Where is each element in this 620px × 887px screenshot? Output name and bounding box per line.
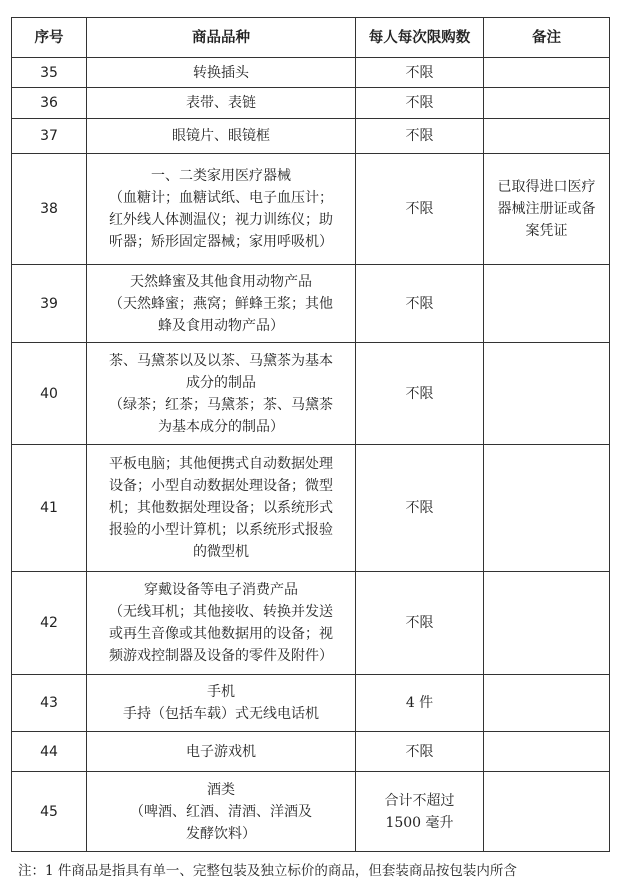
purchase-limit-cell-line: 不限 bbox=[405, 295, 434, 312]
purchase-limit-cell bbox=[356, 119, 484, 154]
purchase-limit-cell-line: 不限 bbox=[405, 201, 434, 217]
product-type-cell-line: 设备；小型自动数据处理设备；微型 bbox=[109, 478, 333, 494]
table-row bbox=[12, 88, 610, 119]
purchase-limit-cell-line: 不限 bbox=[405, 500, 434, 516]
product-type-cell-line: 蜂及食用动物产品） bbox=[158, 317, 284, 334]
product-type-cell-line: 茶、马黛茶以及以茶、马黛茶为基本 bbox=[109, 352, 333, 369]
product-type-cell-line: （啤酒、红酒、清酒、洋酒及 bbox=[130, 803, 312, 820]
product-type-cell-line: 机；其他数据处理设备；以系统形式 bbox=[109, 500, 333, 516]
purchase-limit-cell-line: 4 件 bbox=[405, 695, 434, 711]
purchase-limit-cell bbox=[356, 445, 484, 572]
product-type-cell-line: 手持（包括车载）式无线电话机 bbox=[123, 706, 319, 722]
table-row bbox=[12, 772, 610, 852]
header-serial-no: 序号 bbox=[12, 18, 87, 58]
remark-cell bbox=[484, 572, 610, 675]
product-type-cell-line: 发酵饮料） bbox=[186, 825, 256, 842]
product-type-cell-line: 眼镜片、眼镜框 bbox=[172, 128, 270, 144]
serial-no-cell: 41 bbox=[12, 445, 87, 572]
purchase-limit-cell bbox=[356, 58, 484, 88]
product-type-cell-line: 一、二类家用医疗器械 bbox=[151, 168, 291, 184]
purchase-limit-cell bbox=[356, 572, 484, 675]
product-type-cell bbox=[87, 732, 356, 772]
purchase-limit-cell-line: 不限 bbox=[405, 743, 434, 760]
product-type-cell bbox=[87, 572, 356, 675]
remark-cell bbox=[484, 265, 610, 343]
header-product-type: 商品品种 bbox=[87, 18, 356, 58]
product-type-cell-line: 平板电脑；其他便携式自动数据处理 bbox=[109, 456, 333, 472]
remark-cell bbox=[484, 732, 610, 772]
remark-cell bbox=[484, 343, 610, 445]
serial-no-cell: 39 bbox=[12, 265, 87, 343]
product-type-cell-line: 频游戏控制器及设备的零件及附件） bbox=[109, 648, 333, 664]
table-row bbox=[12, 445, 610, 572]
purchase-limit-cell bbox=[356, 675, 484, 732]
product-type-cell-line: （天然蜂蜜；燕窝；鲜蜂王浆；其他 bbox=[109, 295, 333, 312]
purchase-limit-cell-line: 1500 毫升 bbox=[385, 814, 454, 831]
product-type-cell bbox=[87, 119, 356, 154]
remark-cell bbox=[484, 445, 610, 572]
product-type-cell-line: 报验的小型计算机；以系统形式报验 bbox=[109, 522, 333, 538]
product-type-cell-line: 红外线人体测温仪；视力训练仪；助 bbox=[109, 212, 333, 228]
footnote-text: 注：1 件商品是指具有单一、完整包装及独立标价的商品，但套装商品按包装内所含 bbox=[18, 863, 517, 879]
purchase-limit-cell bbox=[356, 772, 484, 852]
purchase-limit-cell-line: 不限 bbox=[405, 95, 434, 111]
remark-cell-line: 已取得进口医疗 bbox=[497, 179, 596, 195]
remark-cell bbox=[484, 119, 610, 154]
table-row bbox=[12, 58, 610, 88]
product-type-cell-line: 穿戴设备等电子消费产品 bbox=[144, 582, 298, 598]
product-type-cell bbox=[87, 154, 356, 265]
serial-no-cell: 37 bbox=[12, 119, 87, 154]
header-purchase-limit: 每人每次限购数 bbox=[356, 18, 484, 58]
purchase-limit-cell-line: 不限 bbox=[405, 128, 434, 144]
serial-no-cell: 38 bbox=[12, 154, 87, 265]
serial-no-cell: 40 bbox=[12, 343, 87, 445]
purchase-limit-cell-line: 合计不超过 bbox=[384, 792, 455, 809]
purchase-limit-cell bbox=[356, 265, 484, 343]
product-type-cell bbox=[87, 88, 356, 119]
product-type-cell bbox=[87, 675, 356, 732]
product-type-cell-line: 为基本成分的制品） bbox=[158, 418, 284, 435]
table-header-row bbox=[12, 18, 610, 58]
product-type-cell bbox=[87, 58, 356, 88]
serial-no-cell: 45 bbox=[12, 772, 87, 852]
serial-no-cell: 36 bbox=[12, 88, 87, 119]
product-type-cell-line: （血糖计；血糖试纸、电子血压计； bbox=[109, 190, 333, 206]
table-body bbox=[12, 58, 610, 852]
product-type-cell bbox=[87, 772, 356, 852]
table-row bbox=[12, 154, 610, 265]
serial-no-cell: 43 bbox=[12, 675, 87, 732]
product-type-cell-line: 的微型机 bbox=[193, 544, 249, 560]
purchase-limit-cell-line: 不限 bbox=[405, 385, 434, 402]
remark-cell bbox=[484, 772, 610, 852]
remark-cell bbox=[484, 58, 610, 88]
product-type-cell-line: 或再生音像或其他数据用的设备；视 bbox=[109, 626, 333, 642]
product-type-cell-line: （绿茶；红茶；马黛茶；茶、马黛茶 bbox=[109, 396, 333, 413]
table-row bbox=[12, 675, 610, 732]
table-row bbox=[12, 265, 610, 343]
remark-cell bbox=[484, 88, 610, 119]
product-type-cell bbox=[87, 343, 356, 445]
remark-cell-line: 案凭证 bbox=[525, 223, 568, 239]
product-type-cell bbox=[87, 265, 356, 343]
purchase-limit-cell bbox=[356, 732, 484, 772]
product-type-cell-line: 电子游戏机 bbox=[186, 743, 256, 760]
serial-no-cell: 44 bbox=[12, 732, 87, 772]
product-type-cell-line: 转换插头 bbox=[193, 64, 249, 81]
table-row bbox=[12, 572, 610, 675]
goods-limit-table bbox=[11, 17, 610, 852]
purchase-limit-cell bbox=[356, 343, 484, 445]
remark-cell bbox=[484, 675, 610, 732]
product-type-cell-line: 酒类 bbox=[207, 781, 235, 798]
purchase-limit-cell bbox=[356, 154, 484, 265]
table-row bbox=[12, 732, 610, 772]
header-remark: 备注 bbox=[484, 18, 610, 58]
purchase-limit-cell-line: 不限 bbox=[405, 615, 434, 631]
product-type-cell-line: 听器；矫形固定器械；家用呼吸机） bbox=[109, 234, 333, 250]
table-row bbox=[12, 119, 610, 154]
remark-cell-line: 器械注册证或备 bbox=[497, 201, 596, 217]
product-type-cell bbox=[87, 445, 356, 572]
serial-no-cell: 35 bbox=[12, 58, 87, 88]
serial-no-cell: 42 bbox=[12, 572, 87, 675]
remark-cell bbox=[484, 154, 610, 265]
table-row bbox=[12, 343, 610, 445]
purchase-limit-cell-line: 不限 bbox=[405, 64, 434, 81]
product-type-cell-line: 手机 bbox=[207, 684, 235, 700]
product-type-cell-line: （无线耳机；其他接收、转换并发送 bbox=[109, 604, 333, 620]
product-type-cell-line: 表带、表链 bbox=[186, 95, 256, 111]
product-type-cell-line: 天然蜂蜜及其他食用动物产品 bbox=[130, 273, 312, 290]
purchase-limit-cell bbox=[356, 88, 484, 119]
product-type-cell-line: 成分的制品 bbox=[186, 374, 256, 391]
